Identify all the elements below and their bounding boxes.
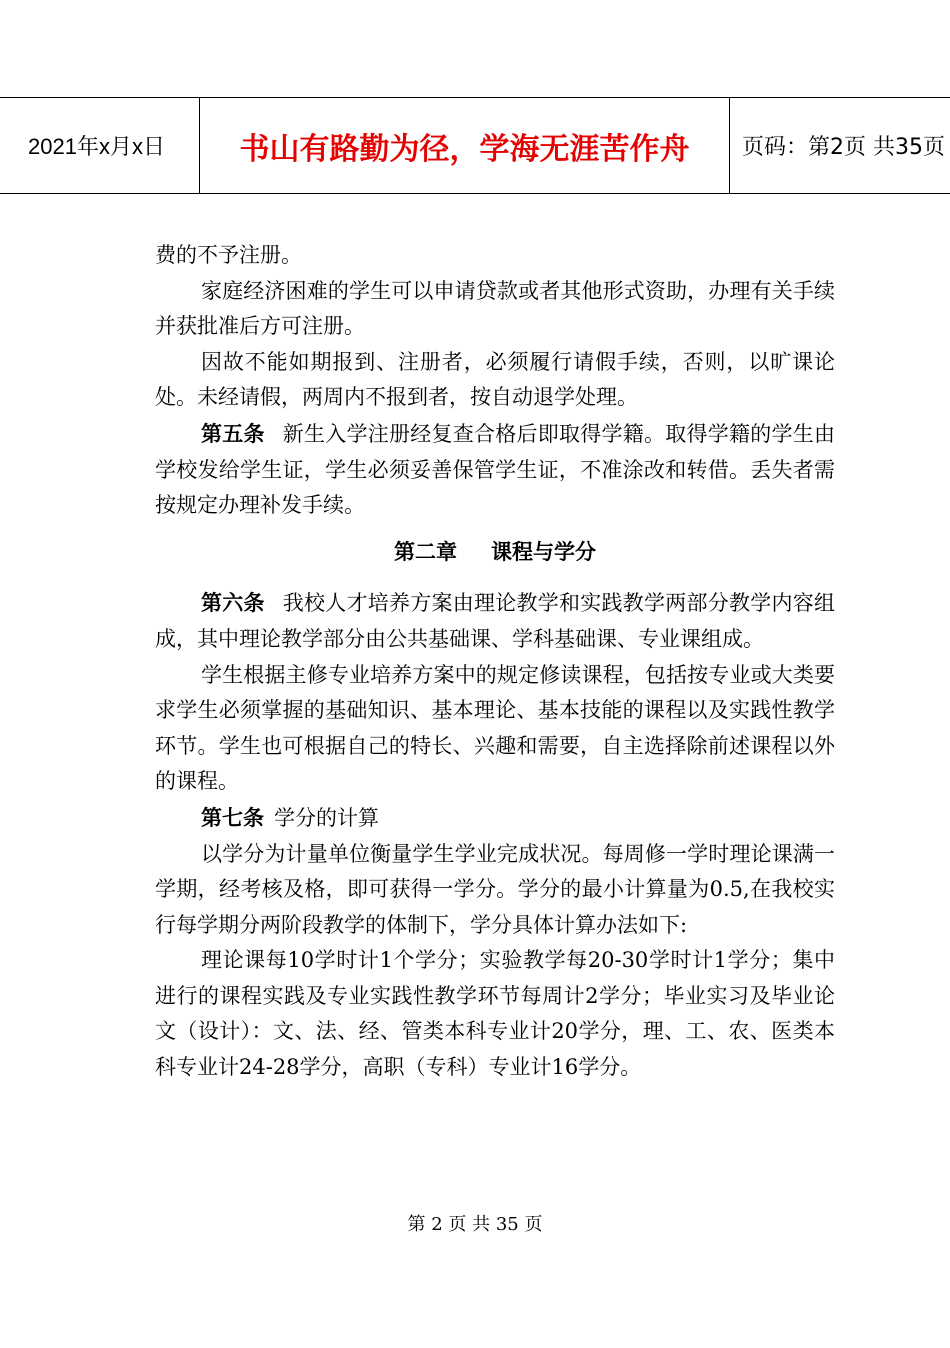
header-date: 2021年x月x日 (0, 98, 200, 193)
article-text: 学分的计算 (274, 805, 379, 830)
header-motto: 书山有路勤为径，学海无涯苦作舟 (200, 98, 730, 193)
chapter-title: 课程与学分 (491, 538, 596, 564)
header-page-info: 页码：第2页 共35页 (742, 135, 945, 160)
article-5 (155, 416, 835, 524)
paragraph: 理论课每10学时计1个学分；实验教学每20-30学时计1学分；集中进行的课程实践及专业实践性教学环节每周计2学分；毕业实习及毕业论文（设计）：文、法、经、管类本科专业计20学分，理、工、农、医类本科专业计24-28学分，高职（专科）专业计16学分。 (155, 948, 835, 1080)
article-text: 我校人才培养方案由理论教学和实践教学两部分教学内容组成，其中理论教学部分由公共基础课、学科基础课、专业课组成。 (155, 591, 835, 651)
paragraph: 因故不能如期报到、注册者，必须履行请假手续，否则，以旷课论处。未经请假，两周内不报到者，按自动退学处理。 (155, 349, 835, 410)
article-text: 新生入学注册经复查合格后即取得学籍。取得学籍的学生由学校发给学生证，学生必须妥善保管学生证，不准涂改和转借。丢失者需按规定办理补发手续。 (155, 421, 835, 518)
article-title: 第六条 (201, 590, 265, 616)
article-title: 第七条 (201, 804, 264, 830)
document-body (155, 238, 835, 1086)
chapter-number: 第二章 (394, 538, 457, 564)
page-header (0, 97, 950, 194)
article-7 (155, 800, 835, 837)
chapter-heading (155, 534, 835, 570)
paragraph: 以学分为计量单位衡量学生学业完成状况。每周修一学时理论课满一学期，经考核及格，即可获得一学分。学分的最小计算量为0.5,在我校实行每学期分两阶段教学的体制下，学分具体计算办法如下: (155, 841, 835, 937)
paragraph: 费的不予注册。 (155, 243, 302, 267)
page-footer: 第 2 页 共 35 页 (407, 1214, 543, 1235)
paragraph: 家庭经济困难的学生可以申请贷款或者其他形式资助，办理有关手续并获批准后方可注册。 (155, 278, 835, 339)
paragraph: 学生根据主修专业培养方案中的规定修读课程，包括按专业或大类要求学生必须掌握的基础知识、基本理论、基本技能的课程以及实践性教学环节。学生也可根据自己的特长、兴趣和需要，自主选择除前述课程以外的课程。 (155, 662, 835, 794)
article-6 (155, 585, 835, 657)
article-title: 第五条 (201, 420, 265, 446)
